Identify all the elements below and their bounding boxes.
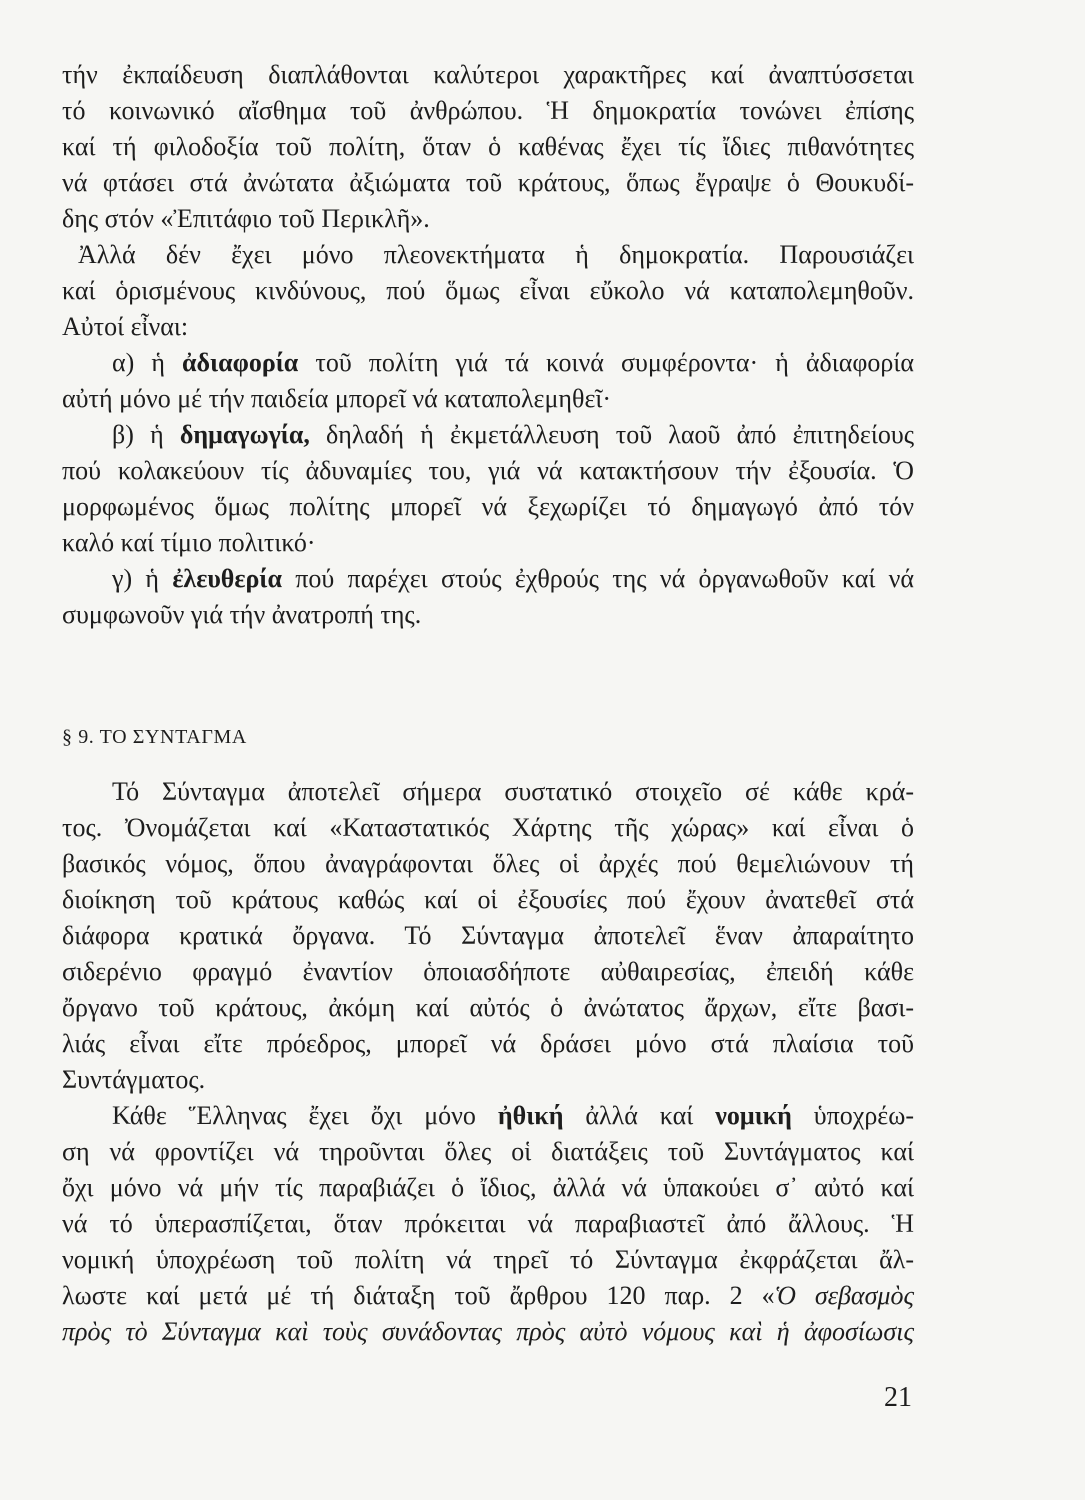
text-line bbox=[62, 417, 914, 453]
line-text: λωστε καί μετά μέ τή διάταξη τοῦ ἄρθρου 120 παρ. 2 « bbox=[62, 1281, 775, 1310]
section-heading: § 9. ΤΟ ΣΥΝΤΑΓΜΑ bbox=[62, 726, 247, 748]
item-marker: α) ἡ bbox=[112, 348, 183, 377]
text-line bbox=[62, 1278, 914, 1314]
text-line: ση νά φροντίζει νά τηροῦνται ὅλες οἱ διατάξεις τοῦ Συντάγματος καί bbox=[62, 1137, 914, 1166]
text-line: Αὐτοί εἶναι: bbox=[62, 312, 189, 341]
text-line bbox=[62, 1098, 914, 1134]
text-line: Ἀλλά δέν ἔχει μόνο πλεονεκτήματα ἡ δημοκρατία. Παρουσιάζει bbox=[78, 240, 914, 269]
text-line bbox=[62, 345, 914, 381]
quoted-text-line: πρὸς τὸ Σύνταγμα καὶ τοὺς συνάδοντας πρὸς αὐτὸ νόμους καὶ ἡ ἀφοσίωσις bbox=[62, 1317, 914, 1346]
list-item bbox=[62, 561, 914, 633]
text-line: καί τή φιλοδοξία τοῦ πολίτη, ὅταν ὁ καθένας ἔχει τίς ἴδιες πιθανότητες bbox=[62, 132, 914, 161]
text-line: δης στόν «Ἐπιτάφιο τοῦ Περικλῆ». bbox=[62, 204, 430, 233]
text-line: Συντάγματος. bbox=[62, 1065, 206, 1094]
text-line: καί ὁρισμένους κινδύνους, πού ὅμως εἶναι εὔκολο νά καταπολεμηθοῦν. bbox=[62, 276, 914, 305]
item-text: τοῦ πολίτη γιά τά κοινά συμφέροντα· ἡ ἀδιαφορία bbox=[298, 348, 914, 377]
text-line: τος. Ὀνομάζεται καί «Καταστατικός Χάρτης τῆς χώρας» καί εἶναι ὁ bbox=[62, 813, 914, 842]
quoted-text: Ὁ σεβασμὸς bbox=[774, 1281, 914, 1310]
text-line bbox=[62, 561, 914, 597]
list-item bbox=[62, 345, 914, 417]
paragraph bbox=[62, 237, 914, 345]
line-text: ὑποχρέω- bbox=[791, 1101, 914, 1130]
item-text: πού παρέχει στούς ἐχθρούς της νά ὀργανωθοῦν καί νά bbox=[281, 564, 914, 593]
text-line: νομική ὑποχρέωση τοῦ πολίτη νά τηρεῖ τό Σύνταγμα ἐκφράζεται ἄλ- bbox=[62, 1245, 914, 1274]
page-body bbox=[62, 57, 914, 1350]
text-line: διοίκηση τοῦ κράτους καθώς καί οἱ ἐξουσίες πού ἔχουν ἀνατεθεῖ στά bbox=[62, 885, 914, 914]
text-line: αὐτή μόνο μέ τήν παιδεία μπορεῖ νά καταπολεμηθεῖ· bbox=[62, 384, 612, 413]
text-line: Τό Σύνταγμα ἀποτελεῖ σήμερα συστατικό στοιχεῖο σέ κάθε κρά- bbox=[112, 777, 914, 806]
text-line: σιδερένιο φραγμό ἐναντίον ὁποιασδήποτε αὐθαιρεσίας, ἐπειδή κάθε bbox=[62, 957, 914, 986]
text-line: μορφωμένος ὅμως πολίτης μπορεῖ νά ξεχωρίζει τό δημαγωγό ἀπό τόν bbox=[62, 492, 914, 521]
bold-term: ἠθική bbox=[497, 1101, 564, 1130]
bold-term: ἐλευθερία bbox=[172, 564, 282, 593]
paragraph bbox=[62, 57, 914, 237]
text-line: διάφορα κρατικά ὄργανα. Τό Σύνταγμα ἀποτελεῖ ἕναν ἀπαραίτητο bbox=[62, 921, 914, 950]
text-line: συμφωνοῦν γιά τήν ἀνατροπή της. bbox=[62, 600, 422, 629]
page-number: 21 bbox=[884, 1382, 912, 1413]
text-line: νά φτάσει στά ἀνώτατα ἀξιώματα τοῦ κράτους, ὅπως ἔγραψε ὁ Θουκυδί- bbox=[62, 168, 914, 197]
item-marker: γ) ἡ bbox=[112, 564, 173, 593]
text-line: βασικός νόμος, ὅπου ἀναγράφονται ὅλες οἱ ἀρχές πού θεμελιώνουν τή bbox=[62, 849, 914, 878]
text-line: καλό καί τίμιο πολιτικό· bbox=[62, 528, 316, 557]
text-line: ὄργανο τοῦ κράτους, ἀκόμη καί αὐτός ὁ ἀνώτατος ἄρχων, εἴτε βασι- bbox=[62, 993, 914, 1022]
text-line: πού κολακεύουν τίς ἀδυναμίες του, γιά νά κατακτήσουν τήν ἐξουσία. Ὁ bbox=[62, 456, 914, 485]
list-item bbox=[62, 417, 914, 561]
bold-term: δημαγωγία, bbox=[179, 420, 310, 449]
bold-term: ἀδιαφορία bbox=[182, 348, 299, 377]
text-line: τό κοινωνικό αἴσθημα τοῦ ἀνθρώπου. Ἡ δημοκρατία τονώνει ἐπίσης bbox=[62, 96, 914, 125]
item-marker: β) ἡ bbox=[112, 420, 180, 449]
text-line: νά τό ὑπερασπίζεται, ὅταν πρόκειται νά παραβιαστεῖ ἀπό ἄλλους. Ἡ bbox=[62, 1209, 914, 1238]
bold-term: νομική bbox=[715, 1101, 792, 1130]
line-text: ἀλλά καί bbox=[563, 1101, 716, 1130]
paragraph bbox=[62, 1098, 914, 1350]
text-line: ὄχι μόνο νά μήν τίς παραβιάζει ὁ ἴδιος, ἀλλά νά ὑπακούει σ᾿ αὐτό καί bbox=[62, 1173, 914, 1202]
item-text: δηλαδή ἡ ἐκμετάλλευση τοῦ λαοῦ ἀπό ἐπιτηδείους bbox=[309, 420, 915, 449]
line-text: Κάθε Ἕλληνας ἔχει ὄχι μόνο bbox=[112, 1101, 498, 1130]
paragraph bbox=[62, 774, 914, 1098]
text-line: τήν ἐκπαίδευση διαπλάθονται καλύτεροι χαρακτῆρες καί ἀναπτύσσεται bbox=[62, 60, 914, 89]
text-line: λιάς εἶναι εἴτε πρόεδρος, μπορεῖ νά δράσει μόνο στά πλαίσια τοῦ bbox=[62, 1029, 914, 1058]
